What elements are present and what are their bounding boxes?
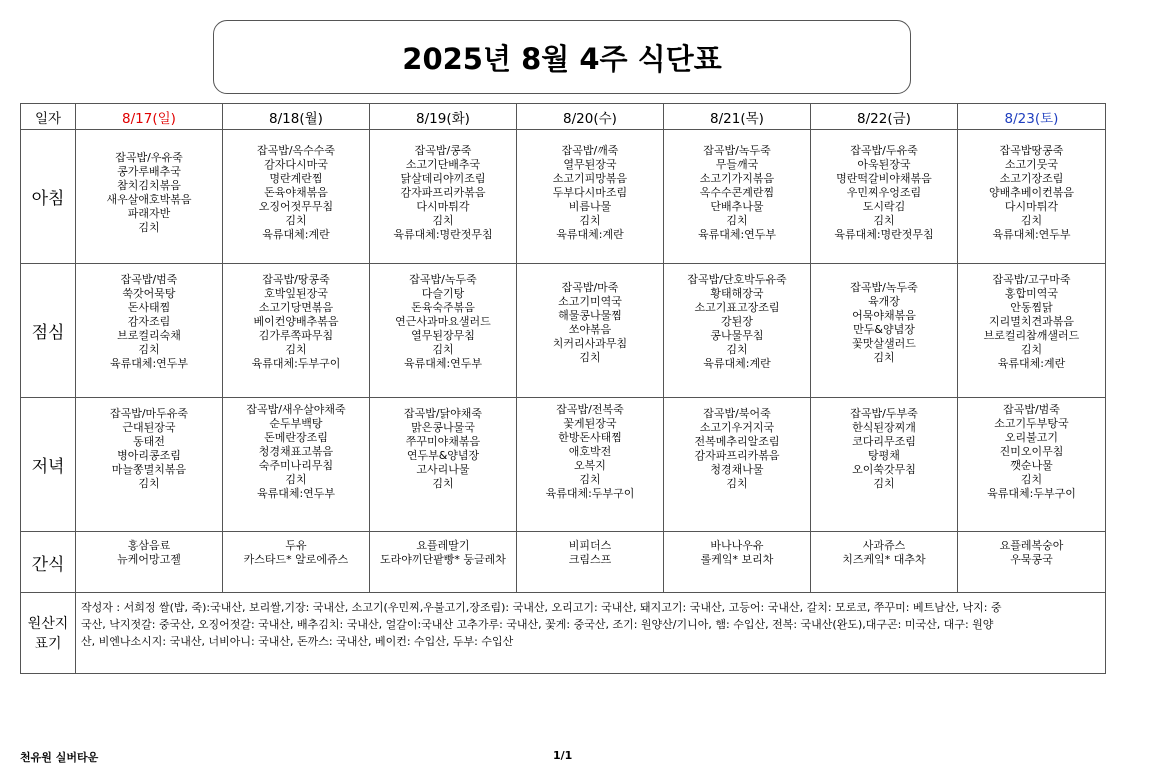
menu-item: 육류대체:두부구이 (251, 357, 341, 370)
meal-label-breakfast: 아침 (21, 130, 76, 264)
menu-item: 육류대체:명란젓무침 (834, 228, 934, 241)
menu-item: 동태전 (133, 435, 165, 448)
menu-item: 김가루쪽파무침 (258, 329, 334, 342)
menu-cell (664, 130, 811, 264)
menu-item: 돈육숙주볶음 (411, 301, 475, 314)
menu-cell (223, 264, 370, 398)
menu-item: 꽃맛살샐러드 (852, 337, 916, 350)
menu-item: 다시마튀각 (416, 200, 470, 213)
menu-item: 김치 (285, 343, 307, 356)
menu-item: 사과쥬스 (862, 539, 906, 552)
menu-item: 육류대체:연두부 (109, 357, 189, 370)
menu-item: 육개장 (868, 295, 900, 308)
menu-item: 치즈케잌* 대추차 (842, 553, 926, 566)
menu-item: 소고기뭇국 (1004, 158, 1059, 171)
menu-item: 고사리나물 (416, 463, 470, 476)
menu-cell (370, 398, 517, 532)
menu-item: 잡곡밥/단호박두유죽 (687, 273, 787, 286)
menu-item: 콩가루배추국 (117, 165, 181, 178)
menu-cell (664, 264, 811, 398)
menu-item: 김치 (432, 214, 454, 227)
menu-item: 김치 (873, 477, 895, 490)
menu-item: 두부다시마조림 (552, 186, 628, 199)
menu-item: 잡곡밥/고구마죽 (992, 273, 1071, 286)
menu-item: 육류대체:두부구이 (545, 487, 635, 500)
menu-item: 돈메란장조림 (264, 431, 328, 444)
menu-item: 김치 (432, 477, 454, 490)
menu-cell (517, 264, 664, 398)
menu-item: 비피더스 (568, 539, 612, 552)
menu-item: 무들깨국 (715, 158, 759, 171)
menu-item: 명란떡갈비야채볶음 (836, 172, 932, 185)
menu-item: 돈육야채볶음 (264, 186, 328, 199)
menu-item: 바나나우유 (710, 539, 764, 552)
menu-item: 열무된장국 (563, 158, 617, 171)
origin-line: 산, 비엔나소시지: 국내산, 너비아니: 국내산, 돈까스: 국내산, 베이컨: 수입산, 두부: 수입산 (81, 635, 514, 648)
menu-item: 한방돈사태찜 (558, 431, 622, 444)
menu-item: 육류대체:계란 (703, 357, 771, 370)
menu-item: 소고기표고장조림 (694, 301, 780, 314)
menu-item: 우민찌우엉조림 (846, 186, 922, 199)
menu-item: 소고기장조림 (999, 172, 1064, 185)
menu-item: 닭살데리야끼조림 (400, 172, 486, 185)
menu-item: 만두&양념장 (853, 323, 915, 336)
origin-label: 원산지 표기 (21, 593, 76, 674)
menu-item: 잡곡밥/전복죽 (556, 403, 624, 416)
dinner-row (21, 398, 1106, 532)
menu-item: 잡곡밥/마죽 (561, 281, 619, 294)
day-header-fri: 8/22(금) (811, 104, 958, 130)
menu-item: 잡곡밥/닭야채죽 (403, 407, 483, 420)
menu-item: 소고기피망볶음 (552, 172, 628, 185)
menu-item: 김치 (285, 214, 307, 227)
menu-item: 소고기당면볶음 (258, 301, 334, 314)
day-header-thu: 8/21(목) (664, 104, 811, 130)
lunch-row (21, 264, 1106, 398)
menu-item: 요플레복숭아 (999, 539, 1064, 552)
menu-item: 육류대체:연두부 (403, 357, 483, 370)
menu-item: 콩나물무침 (710, 329, 764, 342)
menu-item: 김치 (579, 473, 601, 486)
menu-item: 지리멸치견과볶음 (988, 315, 1074, 328)
menu-item: 잡곡밥/두유죽 (850, 144, 918, 157)
menu-item: 김치 (726, 477, 748, 490)
menu-item: 육류대체:연두부 (697, 228, 777, 241)
menu-item: 꽃게된장국 (563, 417, 617, 430)
menu-item: 잡곡밥/녹두죽 (409, 273, 477, 286)
menu-item: 요플레딸기 (416, 539, 470, 552)
menu-item: 진미오이무침 (999, 445, 1064, 458)
menu-item: 오리불고기 (1004, 431, 1059, 444)
menu-item: 브로컬리참깨샐러드 (983, 329, 1080, 342)
menu-item: 파래자반 (127, 207, 171, 220)
menu-cell (370, 264, 517, 398)
menu-item: 베이컨양배추볶음 (253, 315, 339, 328)
menu-item: 호박잎된장국 (264, 287, 328, 300)
menu-item: 근대된장국 (122, 421, 176, 434)
menu-item: 오복지 (574, 459, 606, 472)
menu-item: 명란계란찜 (269, 172, 323, 185)
menu-item: 육류대체:연두부 (992, 228, 1071, 241)
menu-item: 안동찜닭 (1010, 301, 1053, 314)
menu-item: 맑은콩나물국 (411, 421, 475, 434)
footer-page-number: 1/1 (553, 749, 573, 762)
menu-cell (370, 130, 517, 264)
menu-item: 김치 (138, 477, 160, 490)
menu-item: 카스타드* 알로에쥬스 (243, 553, 349, 566)
footer-organization: 천유원 실버타운 (20, 751, 99, 764)
menu-item: 마늘쫑멸치볶음 (111, 463, 187, 476)
menu-item: 김치 (726, 214, 748, 227)
menu-item: 김치 (873, 214, 895, 227)
menu-cell (664, 532, 811, 593)
menu-item: 홍삼음료 (127, 539, 171, 552)
menu-item: 돈사태찜 (127, 301, 171, 314)
menu-item: 김치 (432, 343, 454, 356)
menu-item: 육류대체:계란 (997, 357, 1066, 370)
menu-cell (517, 532, 664, 593)
menu-cell (223, 130, 370, 264)
menu-item: 도라야끼단팥빵* 둥글레차 (380, 553, 506, 566)
menu-item: 새우살애호박볶음 (106, 193, 192, 206)
menu-item: 육류대체:계란 (556, 228, 624, 241)
menu-item: 육류대체:연두부 (256, 487, 336, 500)
menu-item: 잡곡밥땅콩죽 (999, 144, 1064, 157)
day-header-wed: 8/20(수) (517, 104, 664, 130)
menu-cell (958, 532, 1106, 593)
menu-item: 아욱된장국 (857, 158, 911, 171)
menu-item: 청경채표고볶음 (258, 445, 334, 458)
menu-cell (958, 264, 1106, 398)
menu-item: 단배추나물 (710, 200, 764, 213)
menu-item: 다슬기탕 (421, 287, 465, 300)
menu-item: 김치 (579, 214, 601, 227)
menu-item: 잡곡밥/옥수수죽 (256, 144, 336, 157)
origin-line: 국산, 낙지젓갈: 중국산, 오징어젓갈: 국내산, 배추김치: 국내산, 얼갈이:국내산 고추가루: 국내산, 꽃게: 중국산, 조기: 원양산/기니아, 햄: 수입산, 전복: 국내산(완도),대구곤: 미국산, 대구: 원양 (81, 618, 994, 631)
menu-item: 소고기단배추국 (405, 158, 481, 171)
menu-item: 김치 (138, 343, 160, 356)
menu-cell (517, 398, 664, 532)
menu-item: 잡곡밥/땅콩죽 (262, 273, 330, 286)
day-header-mon: 8/18(월) (223, 104, 370, 130)
menu-cell (223, 532, 370, 593)
menu-item: 황태해장국 (710, 287, 764, 300)
menu-cell (76, 532, 223, 593)
menu-item: 잡곡밥/녹두죽 (703, 144, 771, 157)
menu-item: 전복메추리알조림 (694, 435, 780, 448)
menu-item: 육류대체:계란 (262, 228, 330, 241)
menu-cell (223, 398, 370, 532)
menu-item: 숙주미나리무침 (258, 459, 334, 472)
meal-label-snack: 간식 (21, 532, 76, 593)
date-header: 일자 (21, 104, 76, 130)
menu-cell (76, 264, 223, 398)
menu-item: 소고기미역국 (558, 295, 622, 308)
day-header-tue: 8/19(화) (370, 104, 517, 130)
menu-item: 양배추베이컨볶음 (988, 186, 1074, 199)
menu-item: 감자파프리카볶음 (694, 449, 780, 462)
menu-item: 뉴케어망고젤 (117, 553, 181, 566)
menu-item: 브로컬리숙채 (117, 329, 181, 342)
menu-item: 쏘야볶음 (568, 323, 612, 336)
menu-cell (76, 130, 223, 264)
menu-item: 김치 (1020, 214, 1043, 227)
meal-label-lunch: 점심 (21, 264, 76, 398)
menu-item: 잡곡밥/북어죽 (703, 407, 771, 420)
menu-cell (811, 398, 958, 532)
day-header-sun: 8/17(일) (76, 104, 223, 130)
menu-item: 순두부백탕 (269, 417, 323, 430)
menu-item: 오이쑥갓무침 (852, 463, 916, 476)
menu-item: 연두부&양념장 (406, 449, 480, 462)
menu-item: 김치 (1020, 473, 1043, 486)
menu-item: 도시락김 (862, 200, 906, 213)
title-box (213, 20, 911, 94)
menu-cell (811, 532, 958, 593)
meal-label-dinner: 저녁 (21, 398, 76, 532)
menu-item: 소고기두부탕국 (994, 417, 1069, 430)
menu-item: 잡곡밥/녹두죽 (850, 281, 918, 294)
menu-table (20, 103, 1106, 674)
menu-item: 잡곡밥/콩죽 (414, 144, 472, 157)
menu-item: 감자다시마국 (264, 158, 328, 171)
menu-item: 롤케잌* 보리차 (700, 553, 774, 566)
menu-item: 우묵콩국 (1010, 553, 1053, 566)
menu-item: 병아리콩조림 (117, 449, 181, 462)
menu-item: 어묵야채볶음 (852, 309, 916, 322)
menu-item: 김치 (726, 343, 748, 356)
menu-item: 김치 (579, 351, 601, 364)
page-title: 2025년 8월 4주 식단표 (402, 41, 722, 76)
menu-item: 잡곡밥/두부죽 (850, 407, 918, 420)
origin-row (21, 593, 1106, 674)
menu-cell (958, 398, 1106, 532)
menu-item: 비름나물 (568, 200, 612, 213)
menu-item: 김치 (285, 473, 307, 486)
snack-row (21, 532, 1106, 593)
menu-item: 참치김치볶음 (117, 179, 181, 192)
menu-item: 연근사과마요샐러드 (395, 315, 491, 328)
menu-item: 육류대체:명란젓무침 (393, 228, 493, 241)
breakfast-row (21, 130, 1106, 264)
menu-item: 홍합미역국 (1004, 287, 1059, 300)
origin-line: 작성자 : 서희정 쌀(밥, 죽):국내산, 보리쌀,기장: 국내산, 소고기(우민찌,우불고기,장조림): 국내산, 오리고기: 국내산, 돼지고기: 국내산, 고등어: 국내산, 갈치: 모로코, 쭈꾸미: 베트남산, 낙지: 중 (81, 601, 1002, 614)
menu-item: 잡곡밥/범죽 (120, 273, 178, 286)
menu-item: 한식된장찌개 (852, 421, 916, 434)
menu-item: 두유 (285, 539, 307, 552)
menu-item: 깻순나물 (1010, 459, 1053, 472)
menu-item: 청경채나물 (710, 463, 764, 476)
menu-cell (76, 398, 223, 532)
origin-text (76, 593, 1106, 674)
menu-item: 잡곡밥/새우살야채죽 (246, 403, 346, 416)
menu-item: 열무된장무침 (411, 329, 475, 342)
menu-item: 옥수수콘계란찜 (699, 186, 775, 199)
menu-item: 김치 (873, 351, 895, 364)
menu-item: 소고기우거지국 (699, 421, 775, 434)
menu-item: 김치 (1020, 343, 1043, 356)
day-header-sat: 8/23(토) (958, 104, 1106, 130)
menu-cell (517, 130, 664, 264)
header-row (21, 104, 1106, 130)
menu-item: 오징어젓무무침 (258, 200, 334, 213)
menu-item: 크림스프 (568, 553, 612, 566)
menu-item: 감자조림 (127, 315, 171, 328)
menu-item: 쭈꾸미야채볶음 (405, 435, 481, 448)
menu-item: 소고기가지볶음 (699, 172, 775, 185)
menu-item: 코다리무조림 (852, 435, 916, 448)
menu-item: 다시마튀각 (1004, 200, 1059, 213)
menu-item: 잡곡밥/우유죽 (115, 151, 183, 164)
menu-item: 잡곡밥/마두유죽 (109, 407, 189, 420)
menu-cell (811, 130, 958, 264)
menu-cell (664, 398, 811, 532)
menu-item: 잡곡밥/깨죽 (561, 144, 619, 157)
menu-item: 김치 (138, 221, 160, 234)
menu-item: 쑥갓어묵탕 (122, 287, 176, 300)
menu-item: 강된장 (721, 315, 753, 328)
menu-item: 탕평채 (868, 449, 900, 462)
menu-item: 감자파프리카볶음 (400, 186, 486, 199)
menu-item: 해물콩나물찜 (558, 309, 622, 322)
menu-cell (370, 532, 517, 593)
menu-cell (811, 264, 958, 398)
menu-item: 애호박전 (568, 445, 612, 458)
menu-item: 육류대체:두부구이 (987, 487, 1076, 500)
menu-cell (958, 130, 1106, 264)
menu-item: 잡곡밥/범죽 (1003, 403, 1060, 416)
menu-item: 치커리사과무침 (552, 337, 628, 350)
